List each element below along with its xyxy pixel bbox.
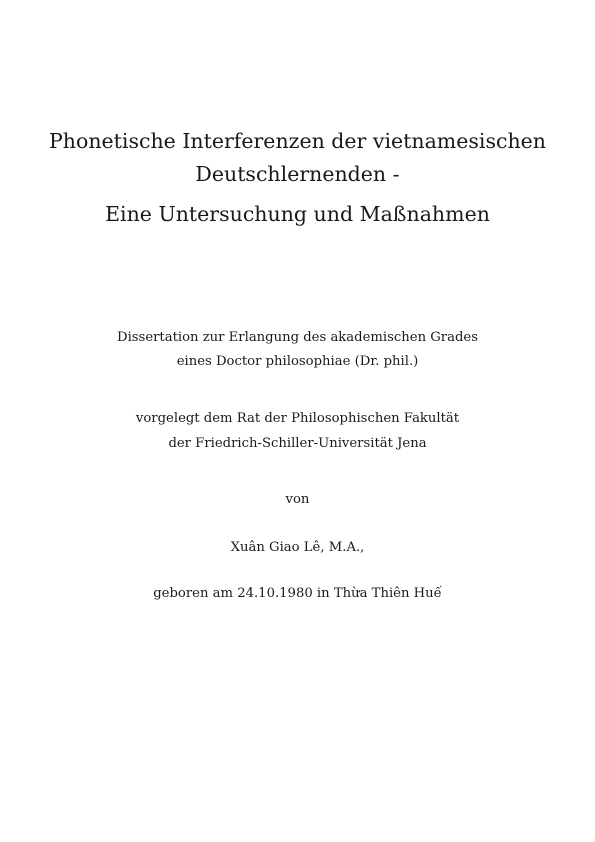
- birth-info: geboren am 24.10.1980 in Thừa Thiên Huế: [153, 586, 442, 601]
- submission-line-2: der Friedrich-Schiller-Universität Jena: [168, 436, 427, 451]
- by-label: von: [285, 492, 310, 507]
- degree-line-1: Dissertation zur Erlangung des akademischen Grades: [117, 330, 478, 345]
- title-line-3: Eine Untersuchung und Maßnahmen: [105, 202, 490, 226]
- title-line-2: Deutschlernenden -: [195, 162, 400, 186]
- submission-line-1: vorgelegt dem Rat der Philosophischen Fakultät: [135, 411, 460, 426]
- title-line-1: Phonetische Interferenzen der vietnamesischen: [49, 129, 546, 153]
- degree-line-2: eines Doctor philosophiae (Dr. phil.): [176, 354, 419, 369]
- author-name: Xuân Giao Lê, M.A.,: [230, 540, 365, 555]
